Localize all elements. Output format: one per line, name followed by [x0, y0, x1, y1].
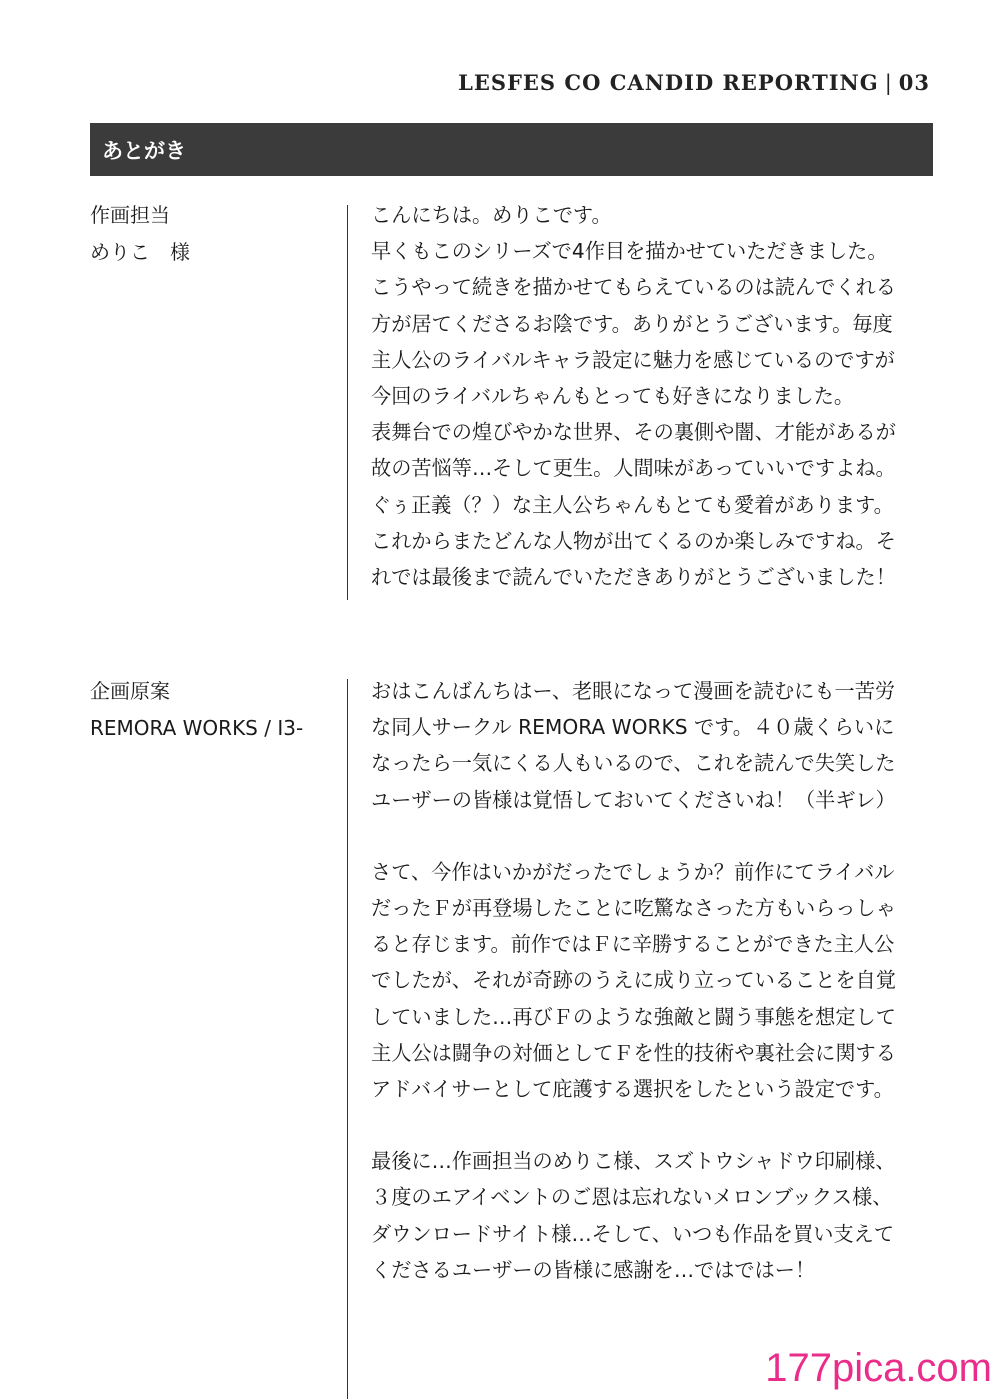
text-line: こんにちは。めりこです。 — [371, 203, 612, 227]
blank-line — [371, 1107, 941, 1143]
text-line: な同人サークル REMORA WORKS です。４０歳くらいに — [371, 715, 895, 740]
text-line: 方が居てくださるお陰です。ありがとうございます。毎度 — [371, 311, 893, 336]
text-line: くださるユーザーの皆様に感謝を…ではではー！ — [371, 1257, 816, 1282]
text-line: こうやって続きを描かせてもらえているのは読んでくれる — [371, 275, 896, 300]
text-line: 故の苦悩等…そして更生。人間味があっていいですよね。 — [371, 456, 896, 481]
text-line: なったら一気にくる人もいるので、これを読んで失笑した — [371, 751, 896, 776]
credit-name: REMORA WORKS / I3- — [90, 716, 304, 740]
text-line: でしたが、それが奇跡のうえに成り立っていることを自覚 — [371, 968, 896, 993]
credit-artist — [90, 197, 330, 271]
text-line: 表舞台での煌びやかな世界、その裏側や闇、才能があるが — [371, 420, 896, 445]
blank-line — [371, 818, 941, 854]
text-line: おはこんばんちはー、老眼になって漫画を読むにも一苦労 — [371, 679, 896, 703]
page-header — [458, 70, 930, 95]
credit-planner — [90, 673, 330, 747]
text-line: ると存じます。前作ではＦに辛勝することができた主人公 — [371, 932, 895, 957]
credit-role: 作画担当 — [90, 203, 170, 227]
text-line: れでは最後まで読んでいただきありがとうございました！ — [371, 565, 896, 590]
text-line: 最後に…作画担当のめりこ様、スズトウシャドウ印刷様、 — [371, 1149, 896, 1174]
header-title-text: LESFES CO CANDID REPORTING — [458, 70, 879, 95]
text-line: 主人公のライバルキャラ設定に魅力を感じているのですが — [371, 347, 895, 372]
text-line: ３度のエアイベントのご恩は忘れないメロンブックス様、 — [371, 1185, 893, 1210]
text-line: ぐぅ正義（？）な主人公ちゃんもとても愛着があります。 — [371, 492, 894, 517]
text-line: ユーザーの皆様は覚悟しておいてくださいね！（半ギレ） — [371, 787, 896, 812]
afterword-text-planner — [371, 673, 941, 1288]
text-line: ダウンロードサイト様…そして、いつも作品を買い支えて — [371, 1221, 895, 1246]
header-separator: | — [884, 71, 893, 95]
section-title: あとがき — [102, 139, 186, 163]
text-line: していました…再びＦのような強敵と闘う事態を想定して — [371, 1004, 896, 1029]
page-number: 03 — [898, 70, 930, 95]
text-line: 今回のライバルちゃんもとっても好きになりました。 — [371, 384, 855, 409]
credit-name: めりこ 様 — [90, 240, 190, 264]
divider-line — [347, 205, 348, 600]
text-line: アドバイサーとして庇護する選択をしたという設定です。 — [371, 1077, 894, 1102]
text-line: さて、今作はいかがだったでしょうか？前作にてライバル — [371, 859, 895, 884]
text-line: だったＦが再登場したことに吃驚なさった方もいらっしゃ — [371, 896, 896, 921]
text-line: 主人公は闘争の対価としてＦを性的技術や裏社会に関する — [371, 1040, 896, 1065]
text-line: これからまたどんな人物が出てくるのか楽しみですね。そ — [371, 528, 896, 553]
afterword-text-artist — [371, 197, 941, 595]
divider-line — [347, 679, 348, 1399]
credit-role: 企画原案 — [90, 679, 170, 703]
section-title-bar — [90, 123, 933, 176]
site-watermark: 177pica.com — [765, 1346, 992, 1390]
text-line: 早くもこのシリーズで4作目を描かせていただきました。 — [371, 239, 888, 264]
